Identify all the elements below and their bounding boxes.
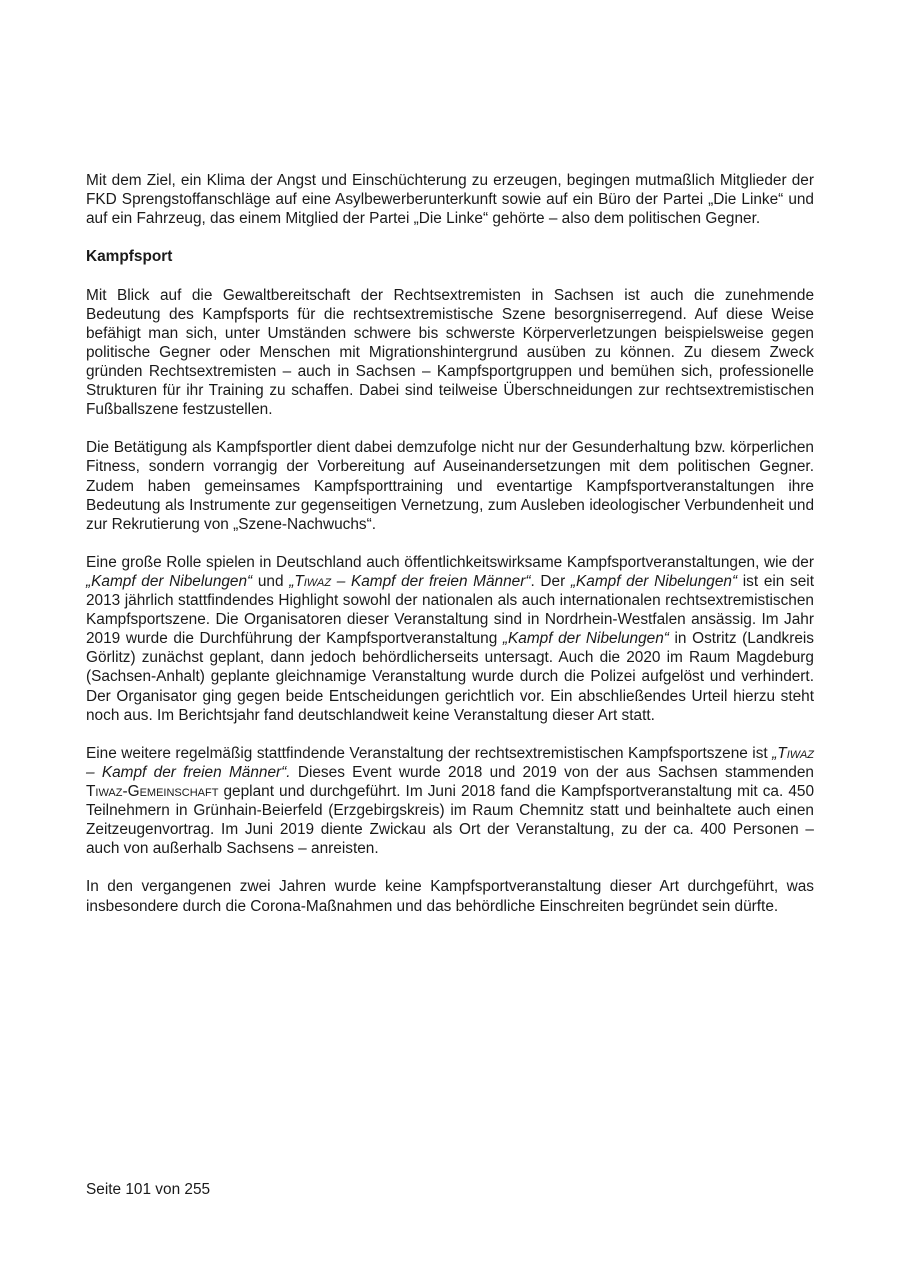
italic-event-name: „Kampf der Nibelungen“ [86, 572, 253, 590]
text-run: und [252, 572, 290, 590]
italic-event-name: „Tiwaz – Kampf der freien Männer“. [86, 744, 814, 781]
text-run: in Ostritz (Landkreis Görlitz) zunächst geplant, dann jedoch behördlicherseits untersagt. Auch die 2020 im Raum Magdeburg (Sachsen-Anhalt) geplante gleichnamige Veranstaltung wurde durch die Polizei aufgelöst und verhindert. Der Organisator ging gegen beide Entscheidungen gerichtlich vor. Ein abschließendes Urteil hierzu steht noch aus. Im Berichtsjahr fand deutschlandweit keine Veranstaltung dieser Art statt. [86, 630, 815, 724]
text-run: Eine weitere regelmäßig stattfindende Veranstaltung der rechtsextremistischen Kampfsportszene ist [86, 744, 773, 762]
text-run: . Der [530, 572, 571, 590]
paragraph-tiwaz [86, 744, 814, 859]
paragraph-kampfsport-intro: Mit Blick auf die Gewaltbereitschaft der Rechtsextremisten in Sachsen ist auch die zunehmende Bedeutung des Kampfsports für die rechtsextremistische Szene besorgniserregend. Auf diese Weise befähigt man sich, unter Umständen schwere bis schwerste Körperverletzungen beispielsweise gegen politische Gegner oder Menschen mit Migrationshintergrund ausüben zu können. Zu diesem Zweck gründen Rechtsextremisten – auch in Sachsen – Kampfsportgruppen und bemühen sich, professionelle Strukturen für ihr Training zu schaffen. Dabei sind teilweise Überschneidungen zur rechtsextremistischen Fußballszene festzustellen. [86, 286, 814, 419]
text-run: geplant und durchgeführt. Im Juni 2018 fand die Kampfsportveranstaltung mit ca. 450 Teilnehmern in Grünhain-Beierfeld (Erzgebirgskreis) im Raum Chemnitz statt und beinhaltete auch einen Zeitzeugenvortrag. Im Juni 2019 diente Zwickau als Ort der Veranstaltung, zu der ca. 400 Personen – auch von außerhalb Sachsens – anreisten. [86, 783, 814, 858]
small-caps-name: Tiwaz [294, 572, 332, 590]
italic-event-name: „Kampf der Nibelungen“ [502, 630, 669, 648]
paragraph-kampf-der-nibelungen [86, 553, 814, 725]
italic-event-name: „Tiwaz – Kampf der freien Männer“ [289, 572, 531, 590]
page-body [86, 171, 814, 935]
paragraph-kampfsport-purpose: Die Betätigung als Kampfsportler dient dabei demzufolge nicht nur der Gesunderhaltung bzw. körperlichen Fitness, sondern vorrangig der Vorbereitung auf Auseinandersetzungen mit dem politischen Gegner. Zudem haben gemeinsames Kampfsporttraining und eventartige Kampfsportveranstaltungen ihre Bedeutung als Instrumente zur gegenseitigen Vernetzung, zum Ausleben ideologischer Verbundenheit und zur Rekrutierung von „Szene-Nachwuchs“. [86, 439, 814, 533]
small-caps-name: Tiwaz [777, 744, 814, 762]
section-heading-kampfsport: Kampfsport [86, 248, 173, 266]
page-number: Seite 101 von 255 [86, 1181, 211, 1198]
paragraph-fkd-attacks: Mit dem Ziel, ein Klima der Angst und Einschüchterung zu erzeugen, begingen mutmaßlich Mitglieder der FKD Sprengstoffanschläge auf eine Asylbewerberunterkunft sowie auf ein Büro der Partei „Die Linke“ und auf ein Fahrzeug, das einem Mitglied der Partei „Die Linke“ gehörte – also dem politischen Gegner. [86, 172, 814, 228]
text-run: Eine große Rolle spielen in Deutschland auch öffentlichkeitswirksame Kampfsportveranstaltungen, wie der [86, 553, 814, 571]
italic-event-name: „Kampf der Nibelungen“ [570, 572, 738, 590]
text-run: ist ein seit 2013 jährlich stattfindendes Highlight sowohl der nationalen als auch internationalen rechtsextremistischen Kampfsportszene. Die Organisatoren dieser Veranstaltung sind in Nordrhein-Westfalen ansässig. Im Jahr 2019 wurde die Durchführung der Kampfsportveranstaltung [86, 572, 814, 648]
small-caps-organization: Tiwaz-Gemeinschaft [86, 783, 219, 800]
paragraph-no-events: In den vergangenen zwei Jahren wurde keine Kampfsportveranstaltung dieser Art durchgeführt, was insbesondere durch die Corona-Maßnahmen und das behördliche Einschreiten begründet sein dürfte. [86, 878, 814, 915]
text-run: Dieses Event wurde 2018 und 2019 von der aus Sachsen stammenden [290, 763, 814, 781]
